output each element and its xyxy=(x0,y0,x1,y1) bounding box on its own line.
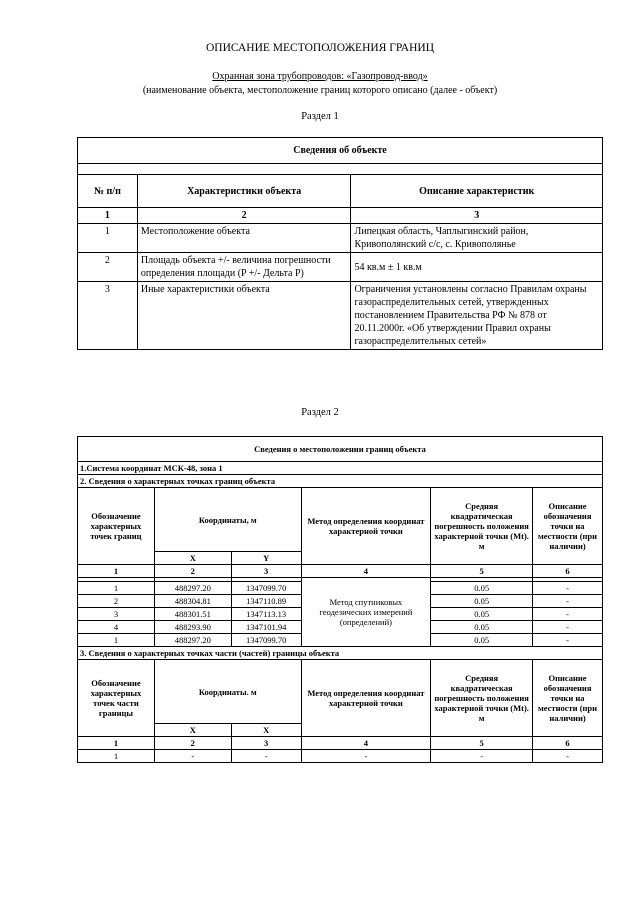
table-row xyxy=(78,253,603,282)
point-method: - xyxy=(301,750,431,763)
point-y: 1347113.13 xyxy=(231,608,301,621)
col-number: 4 xyxy=(301,565,431,578)
point-mt: 0.05 xyxy=(431,634,533,647)
col-number: 3 xyxy=(231,737,301,750)
row-number: 2 xyxy=(78,253,138,282)
point-desc: - xyxy=(533,595,603,608)
row-description: Ограничения установлены согласно Правилам охраны газораспределительных сетей, утвержденных постановлением Правительства РФ № 878 от 20.11.2000г. «Об утверждении Правил охраны газораспределительных сетей» xyxy=(351,282,603,350)
row-description: 54 кв.м ± 1 кв.м xyxy=(351,253,603,282)
point-x: - xyxy=(154,750,231,763)
point-x: 488301.51 xyxy=(154,608,231,621)
section1-title: Раздел 1 xyxy=(301,111,339,122)
point-y: 1347099.70 xyxy=(231,634,301,647)
document-title: ОПИСАНИЕ МЕСТОПОЛОЖЕНИЯ ГРАНИЦ xyxy=(205,42,435,54)
header-mt: Средняя квадратическая погрешность положения характерной точки (Mt). м xyxy=(431,488,533,565)
point-y: - xyxy=(231,750,301,763)
point-x: 488297.20 xyxy=(154,582,231,595)
row-number: 1 xyxy=(78,224,138,253)
point-desc: - xyxy=(533,621,603,634)
point-mt: 0.05 xyxy=(431,608,533,621)
point-y: 1347101.94 xyxy=(231,621,301,634)
header-number: № п/п xyxy=(78,175,138,208)
boundary-table-title: Сведения о местоположении границ объекта xyxy=(78,437,603,462)
header-characteristic: Характеристики объекта xyxy=(137,175,351,208)
header-point: Обозначение характерных точек части границы xyxy=(78,660,155,737)
spacer-row xyxy=(78,164,603,175)
header-coords: Координаты. м xyxy=(154,660,301,724)
col-number: 1 xyxy=(78,208,138,224)
part2-title: 2. Сведения о характерных точках границ объекта xyxy=(78,475,603,488)
col-number: 3 xyxy=(351,208,603,224)
point-mt: 0.05 xyxy=(431,595,533,608)
point-number: 1 xyxy=(78,634,155,647)
row-description: Липецкая область, Чаплыгинский район, Кривополянский с/с, с. Кривополянье xyxy=(351,224,603,253)
col-number: 2 xyxy=(154,565,231,578)
header-x: X xyxy=(154,552,231,565)
point-desc: - xyxy=(533,634,603,647)
col-number: 6 xyxy=(533,737,603,750)
point-mt: - xyxy=(431,750,533,763)
point-mt: 0.05 xyxy=(431,621,533,634)
table-row xyxy=(78,282,603,350)
point-desc: - xyxy=(533,750,603,763)
point-mt: 0.05 xyxy=(431,582,533,595)
header-mt: Средняя квадратическая погрешность положения характерной точки (Mt). м xyxy=(431,660,533,737)
col-number: 1 xyxy=(78,565,155,578)
point-number: 1 xyxy=(78,750,155,763)
header-coords: Координаты, м xyxy=(154,488,301,552)
boundary-table xyxy=(77,436,603,763)
header-point-desc: Описание обозначения точки на местности (при наличии) xyxy=(533,660,603,737)
coordinate-system: 1.Система координат МСК-48, зона 1 xyxy=(78,462,603,475)
header-y: X xyxy=(231,724,301,737)
part3-title: 3. Сведения о характерных точках части (частей) границы объекта xyxy=(78,647,603,660)
point-number: 3 xyxy=(78,608,155,621)
section2-title: Раздел 2 xyxy=(301,407,339,418)
col-number: 4 xyxy=(301,737,431,750)
point-desc: - xyxy=(533,582,603,595)
col-number: 3 xyxy=(231,565,301,578)
header-x: X xyxy=(154,724,231,737)
header-method: Метод определения координат характерной точки xyxy=(301,488,431,565)
point-x: 488293.90 xyxy=(154,621,231,634)
col-number: 5 xyxy=(431,565,533,578)
header-method: Метод определения координат характерной точки xyxy=(301,660,431,737)
col-number: 2 xyxy=(137,208,351,224)
table-row xyxy=(78,224,603,253)
col-number: 6 xyxy=(533,565,603,578)
object-info-table-title: Сведения об объекте xyxy=(78,138,603,164)
row-characteristic: Иные характеристики объекта xyxy=(137,282,351,350)
row-characteristic: Местоположение объекта xyxy=(137,224,351,253)
header-y: Y xyxy=(231,552,301,565)
point-number: 2 xyxy=(78,595,155,608)
row-characteristic: Площадь объекта +/- величина погрешности определения площади (P +/- Дельта P) xyxy=(137,253,351,282)
point-x: 488304.81 xyxy=(154,595,231,608)
object-name-caption: (наименование объекта, местоположение границ которого описано (далее - объект) xyxy=(142,85,498,96)
point-desc: - xyxy=(533,608,603,621)
col-number: 2 xyxy=(154,737,231,750)
header-point-desc: Описание обозначения точки на местности (при наличии) xyxy=(533,488,603,565)
object-name: Охранная зона трубопроводов: «Газопровод-ввод» xyxy=(212,71,428,82)
row-number: 3 xyxy=(78,282,138,350)
method-value: Метод спутниковых геодезических измерений (определений) xyxy=(301,578,431,647)
point-number: 4 xyxy=(78,621,155,634)
point-x: 488297.20 xyxy=(154,634,231,647)
header-point: Обозначение характерных точек границ xyxy=(78,488,155,565)
point-number: 1 xyxy=(78,582,155,595)
point-y: 1347110.89 xyxy=(231,595,301,608)
point-y: 1347099.70 xyxy=(231,582,301,595)
col-number: 1 xyxy=(78,737,155,750)
object-info-table xyxy=(77,137,603,350)
header-description: Описание характеристик xyxy=(351,175,603,208)
col-number: 5 xyxy=(431,737,533,750)
table-row xyxy=(78,750,603,763)
